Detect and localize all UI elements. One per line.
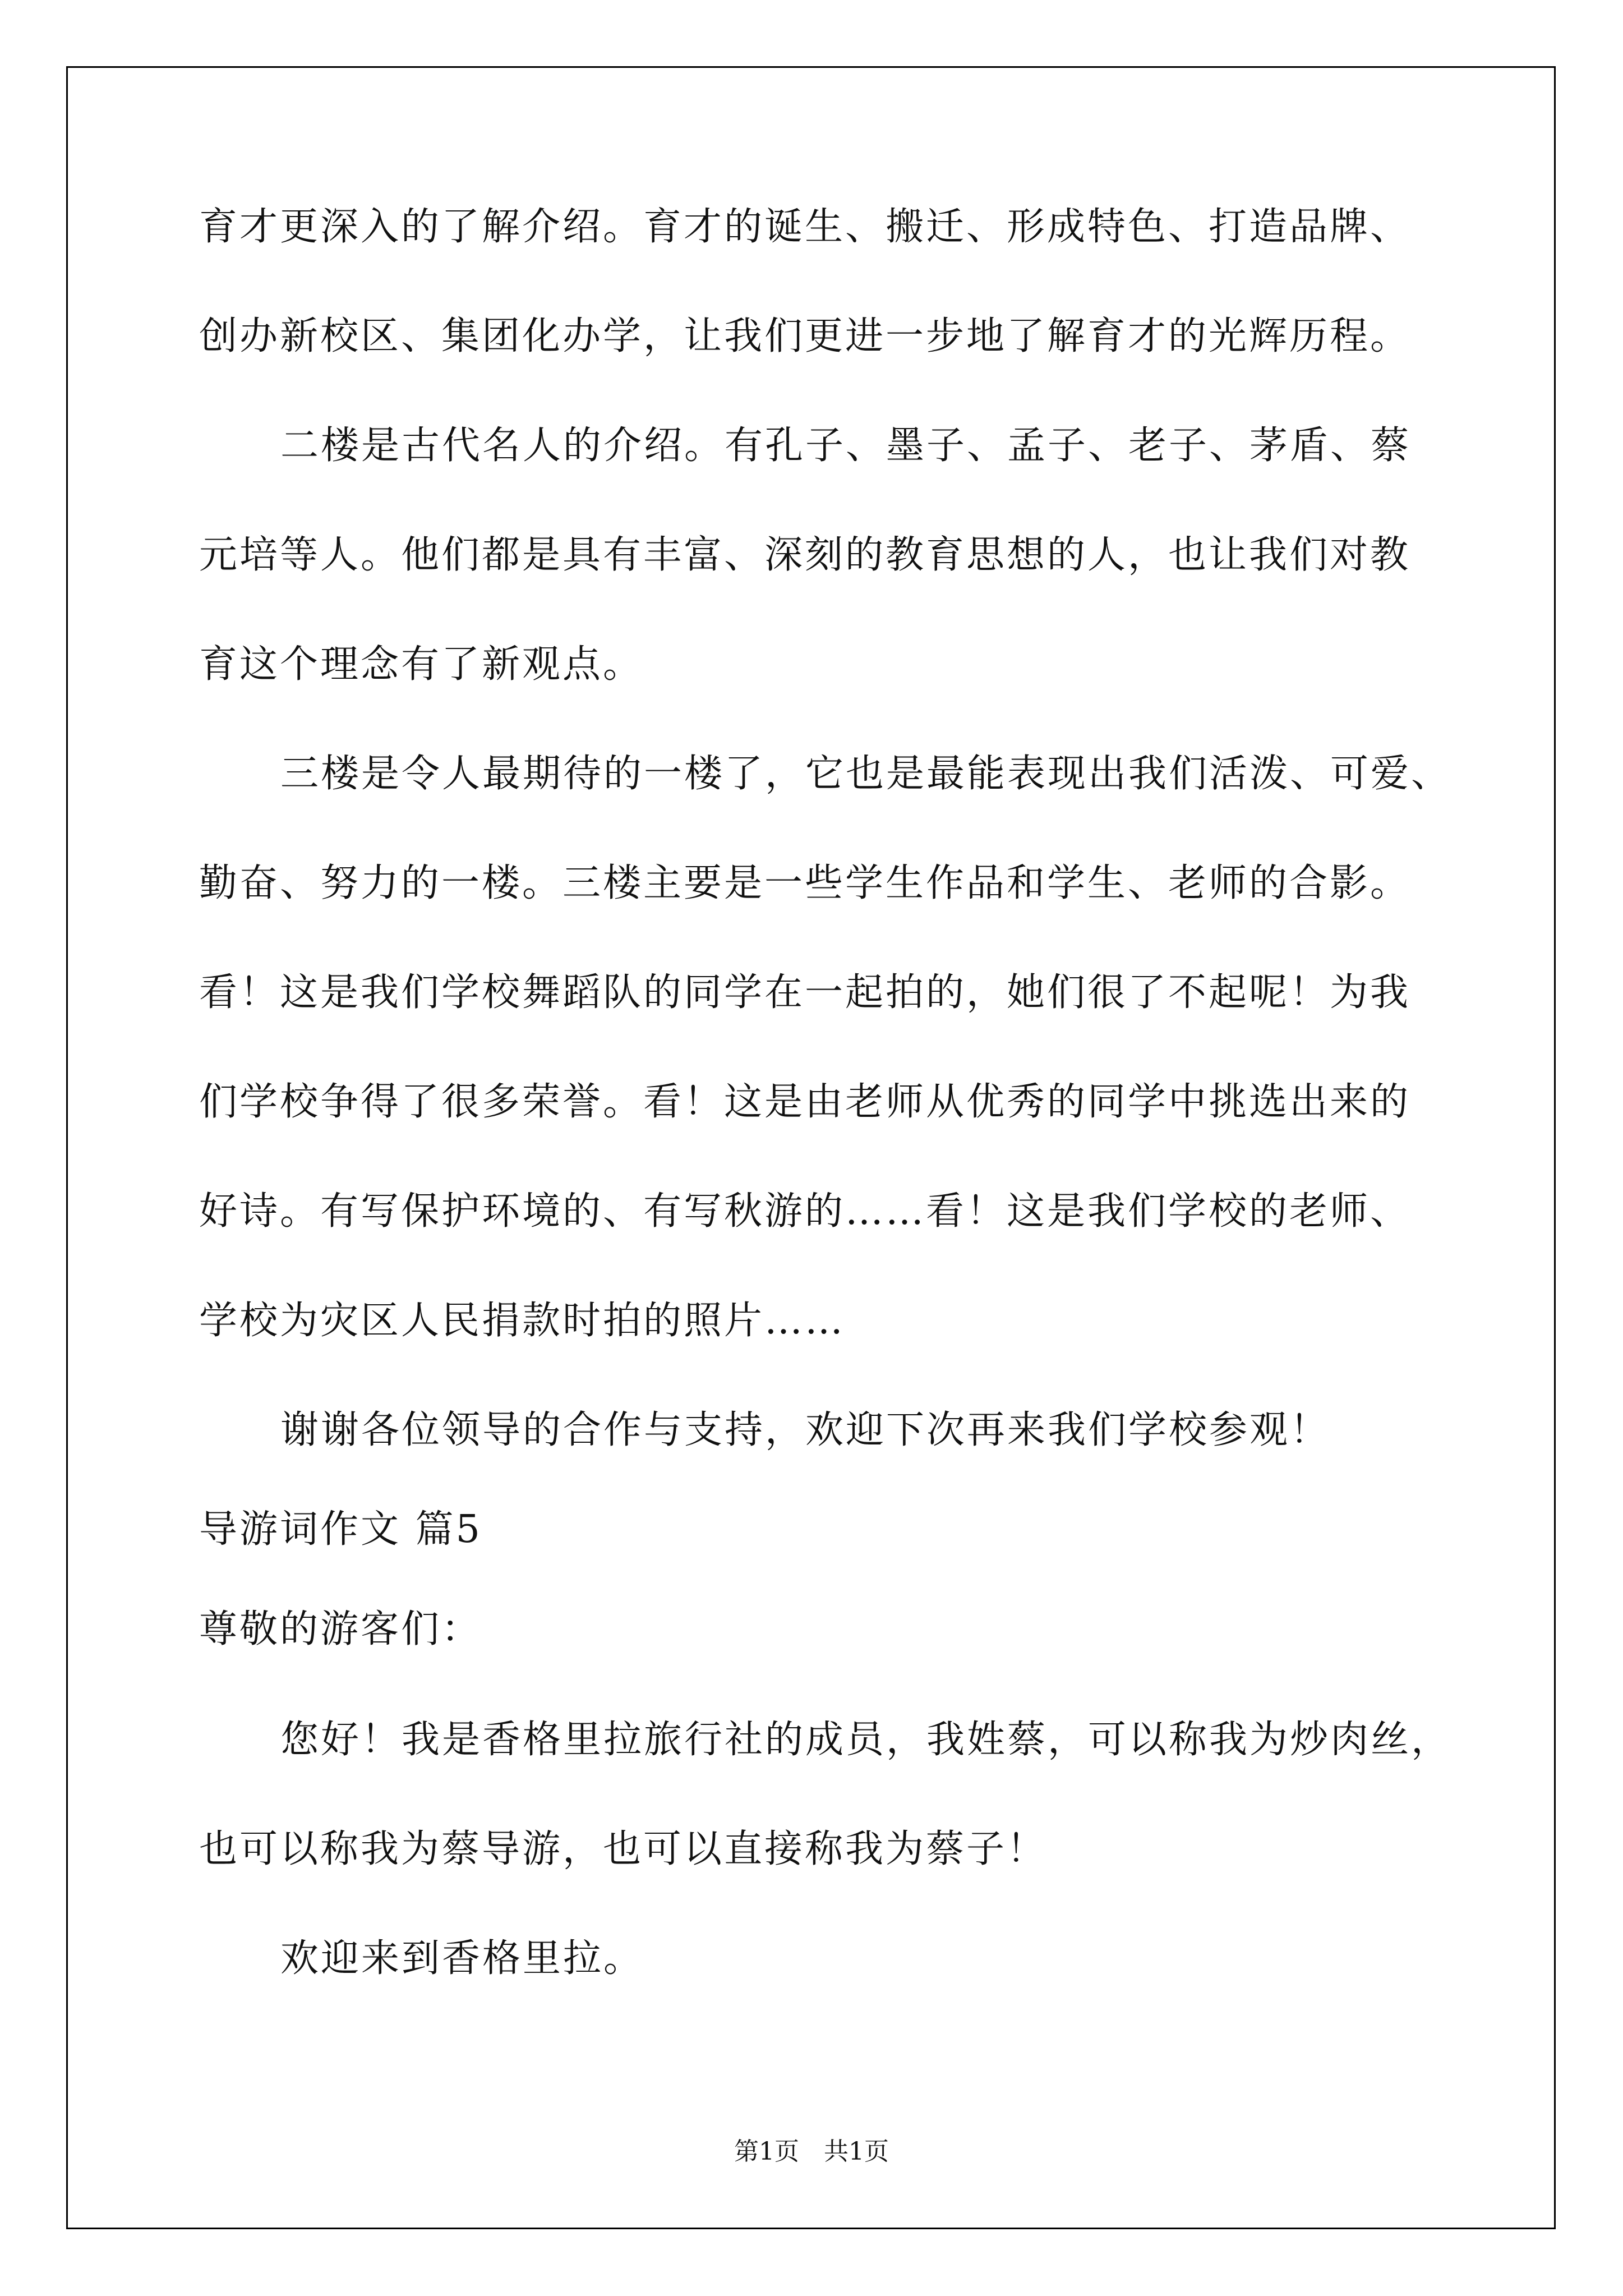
text-line: 勤奋、努力的一楼。三楼主要是一些学生作品和学生、老师的合影。 xyxy=(199,861,1411,905)
paragraph-start-line: 欢迎来到香格里拉。 xyxy=(280,1936,644,1981)
page-footer: 第1页 共1页 xyxy=(734,2137,889,2166)
text-line: 们学校争得了很多荣誉。看！这是由老师从优秀的同学中挑选出来的 xyxy=(199,1080,1411,1124)
text-line: 育才更深入的了解介绍。育才的诞生、搬迁、形成特色、打造品牌、 xyxy=(199,205,1411,249)
text-line: 好诗。有写保护环境的、有写秋游的……看！这是我们学校的老师、 xyxy=(199,1189,1411,1234)
text-line: 元培等人。他们都是具有丰富、深刻的教育思想的人，也让我们对教 xyxy=(199,533,1411,577)
text-line: 学校为灾区人民捐款时拍的照片…… xyxy=(199,1299,846,1343)
text-line: 育这个理念有了新观点。 xyxy=(199,642,644,687)
section-heading: 导游词作文 篇5 xyxy=(199,1507,482,1552)
text-line: 看！这是我们学校舞蹈队的同学在一起拍的，她们很了不起呢！为我 xyxy=(199,970,1411,1015)
paragraph-start-line: 谢谢各位领导的合作与支持，欢迎下次再来我们学校参观！ xyxy=(280,1408,1331,1452)
paragraph-start-line: 您好！我是香格里拉旅行社的成员，我姓蔡，可以称我为炒肉丝， xyxy=(280,1718,1452,1762)
paragraph-start-line: 三楼是令人最期待的一楼了，它也是最能表现出我们活泼、可爱、 xyxy=(280,752,1452,796)
page-border xyxy=(66,66,1556,2229)
paragraph-start-line: 二楼是古代名人的介绍。有孔子、墨子、孟子、老子、茅盾、蔡 xyxy=(280,424,1412,468)
text-line: 也可以称我为蔡导游，也可以直接称我为蔡子！ xyxy=(199,1827,1048,1871)
text-line: 创办新校区、集团化办学，让我们更进一步地了解育才的光辉历程。 xyxy=(199,314,1411,358)
salutation-line: 尊敬的游客们： xyxy=(199,1607,482,1651)
